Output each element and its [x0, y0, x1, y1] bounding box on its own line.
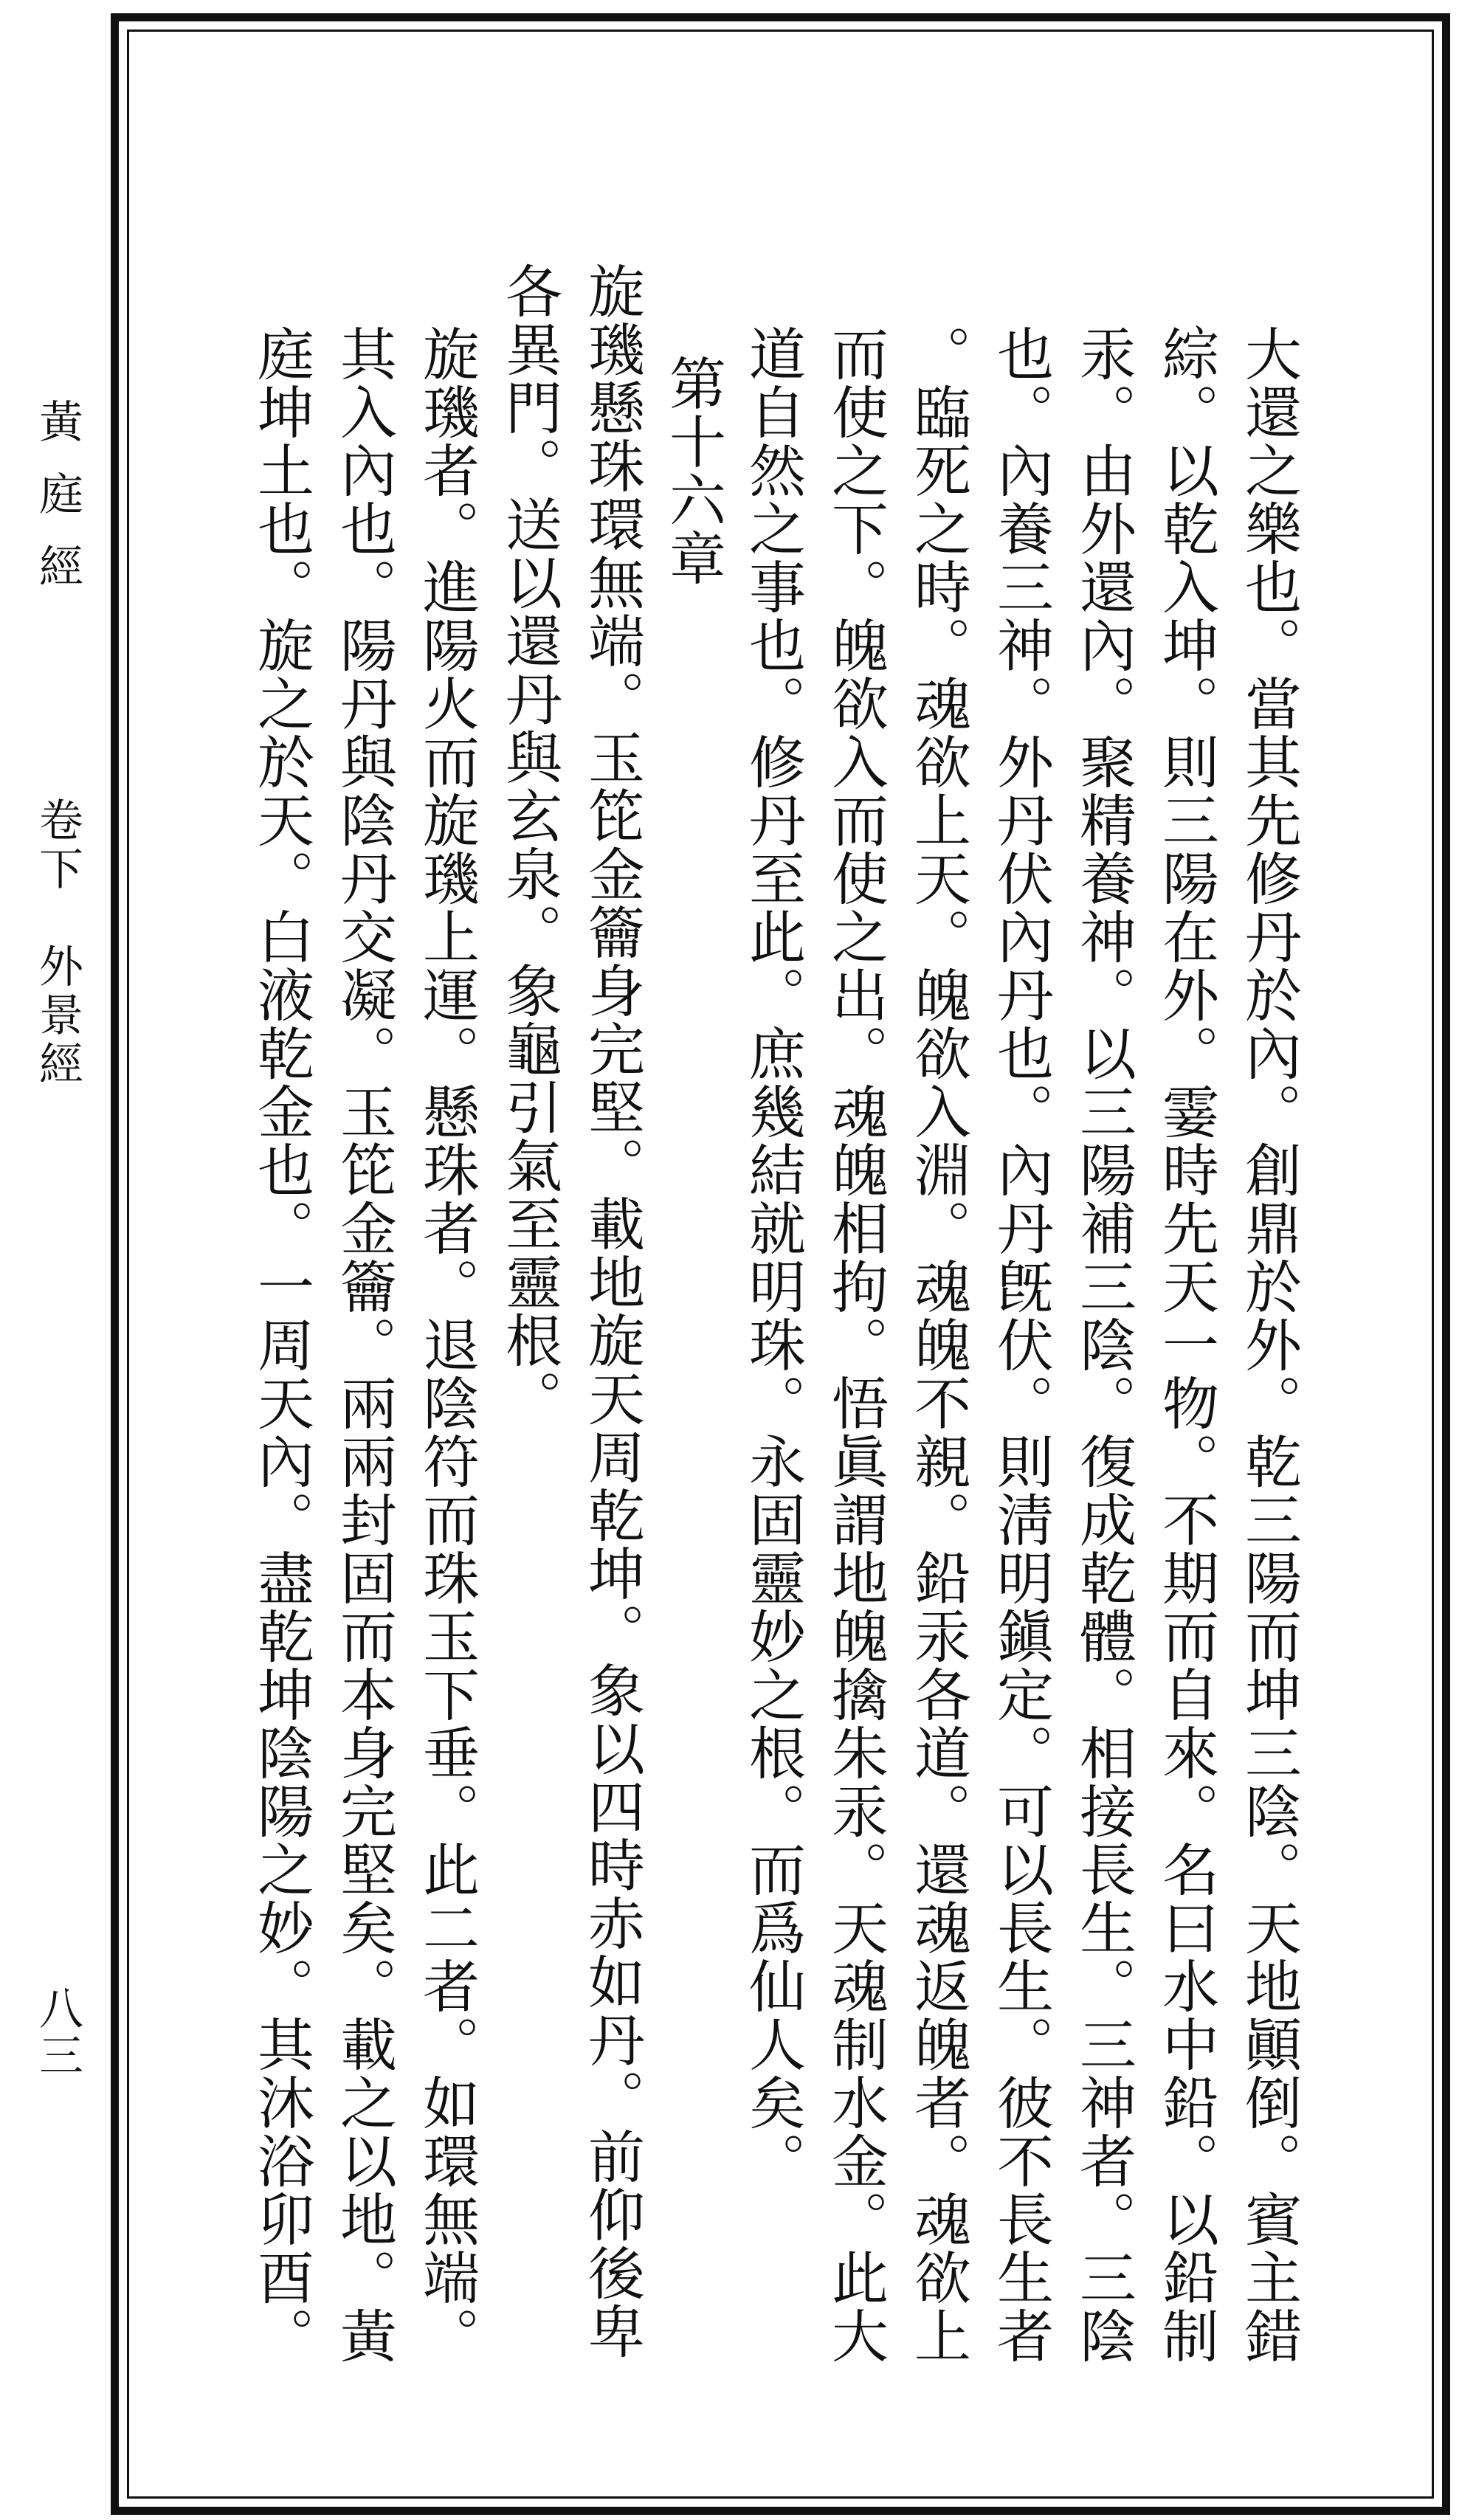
text-column: 其入內也。陽丹與陰丹交凝。玉笓金籥。兩兩封固而本身完堅矣。載之以地。黃 — [331, 325, 396, 2365]
chapter-heading: 第十六章 — [660, 354, 725, 587]
text-column: 綜。以乾入坤。則三陽在外。霎時先天一物。不期而自來。名曰水中鉛。以鉛制 — [1153, 325, 1218, 2365]
text-column: 庭坤土也。旋之於天。白液乾金也。一周天內。盡乾坤陰陽之妙。其沐浴卯酉。 — [248, 325, 314, 2365]
scripture-column: 旋璣懸珠環無端。玉笓金籥身完堅。載地旋天周乾坤。象以四時赤如丹。前仰後卑 — [579, 262, 644, 2361]
scripture-column: 各異門。送以還丹與玄泉。象龜引氣至靈根。 — [496, 262, 562, 1428]
page-number: 八三 — [32, 1985, 83, 2079]
text-column: 道自然之事也。修丹至此。庶幾結就明珠。永固靈妙之根。而爲仙人矣。 — [739, 325, 805, 2190]
text-column: 。臨死之時。魂欲上天。魄欲入淵。魂魄不親。鉛汞各道。還魂返魄者。魂欲上 — [905, 325, 970, 2365]
text-column: 汞。由外還內。聚精養神。以三陽補三陰。復成乾體。相接長生。三神者。三陰 — [1070, 325, 1136, 2365]
text-column: 旋璣者。進陽火而旋璣上運。懸珠者。退陰符而珠玉下垂。此二者。如環無端。 — [413, 325, 479, 2365]
section-title: 卷下 外景經 — [32, 797, 83, 1089]
book-title: 黃庭經 — [32, 398, 83, 615]
text-column: 也。內養三神。外丹伏內丹也。內丹旣伏。則淸明鎭定。可以長生。彼不長生者 — [987, 325, 1053, 2365]
text-column: 大還之樂也。當其先修丹於內。創鼎於外。乾三陽而坤三陰。天地顚倒。賓主錯 — [1235, 325, 1301, 2365]
text-column: 而使之下。魄欲入而使之出。魂魄相拘。悟眞謂地魄擒朱汞。天魂制水金。此大 — [822, 325, 888, 2365]
